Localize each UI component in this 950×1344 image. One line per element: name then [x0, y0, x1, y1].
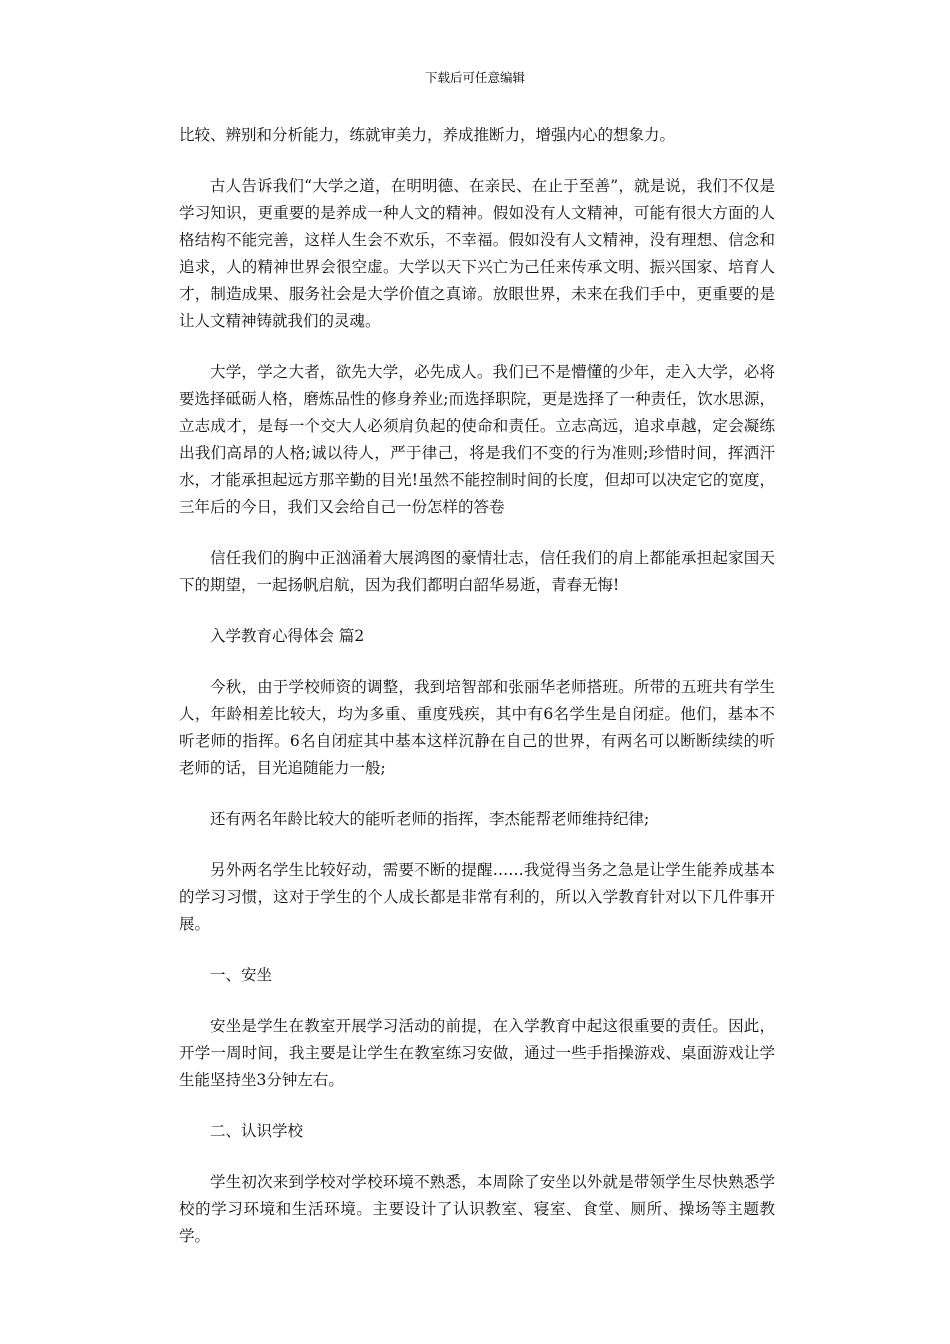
paragraph: 还有两名年龄比较大的能听老师的指挥，李杰能帮老师维持纪律;: [210, 810, 650, 828]
paragraph: 另外两名学生比较好动，需要不断的提醒……我觉得当务之急是让学生能养成基本的学习习惯，这对于学生的个人成长都是非常有利的，所以入学教育针对以下几件事开展。: [179, 861, 775, 933]
paragraph: 今秋，由于学校师资的调整，我到培智部和张丽华老师搭班。所带的五班共有学生人，年龄相差比较大，均为多重、重度残疾，其中有6名学生是自闭症。他们，基本不听老师的指挥。6名自闭症其中基本这样沉静在自己的世界，有两名可以断断续续的听老师的话，目光追随能力一般;: [179, 678, 775, 777]
paragraph: 大学，学之大者，欲先大学，必先成人。我们已不是懵懂的少年，走入大学，必将要选择砥砺人格，磨炼品性的修身养业;而选择职院，更是选择了一种责任，饮水思源，立志成才，是每一个交大人必须肩负起的使命和责任。立志高远，追求卓越，定会凝练出我们高昂的人格;诚以待人，严于律己，将是我们不变的行为准则;珍惜时间，挥洒汗水，才能承担起远方那辛勤的目光!虽然不能控制时间的长度，但却可以决定它的宽度，三年后的今日，我们又会给自己一份怎样的答卷: [179, 363, 775, 516]
page-header: 下载后可任意编辑: [424, 70, 525, 85]
paragraph: 比较、辨别和分析能力，练就审美力，养成推断力，增强内心的想象力。: [179, 126, 676, 144]
paragraph: 安坐是学生在教室开展学习活动的前提，在入学教育中起这很重要的责任。因此，开学一周时间，我主要是让学生在教室练习安做，通过一些手指操游戏、桌面游戏让学生能坚持坐3分钟左右。: [179, 1017, 775, 1089]
paragraph: 信任我们的胸中正汹涌着大展鸿图的豪情壮志，信任我们的肩上都能承担起家国天下的期望，一起扬帆启航，因为我们都明白韶华易逝，青春无悔!: [179, 549, 775, 594]
paragraph: 古人告诉我们“大学之道，在明明德、在亲民、在止于至善”，就是说，我们不仅是学习知识，更重要的是养成一种人文的精神。假如没有人文精神，可能有很大方面的人格结构不能完善，这样人生会不欢乐，不幸福。假如没有人文精神，没有理想、信念和追求，人的精神世界会很空虚。大学以天下兴亡为己任来传承文明、振兴国家、培育人才，制造成果、服务社会是大学价值之真谛。放眼世界，未来在我们手中，更重要的是让人文精神铸就我们的灵魂。: [179, 177, 775, 330]
section-heading: 一、安坐: [210, 966, 273, 984]
document-body: [179, 122, 775, 1274]
paragraph: 学生初次来到学校对学校环境不熟悉，本周除了安坐以外就是带领学生尽快熟悉学校的学习环境和生活环境。主要设计了认识教室、寝室、食堂、厕所、操场等主题教学。: [179, 1173, 775, 1245]
section-heading: 二、认识学校: [210, 1122, 304, 1140]
section-heading: 入学教育心得体会 篇2: [210, 627, 365, 645]
